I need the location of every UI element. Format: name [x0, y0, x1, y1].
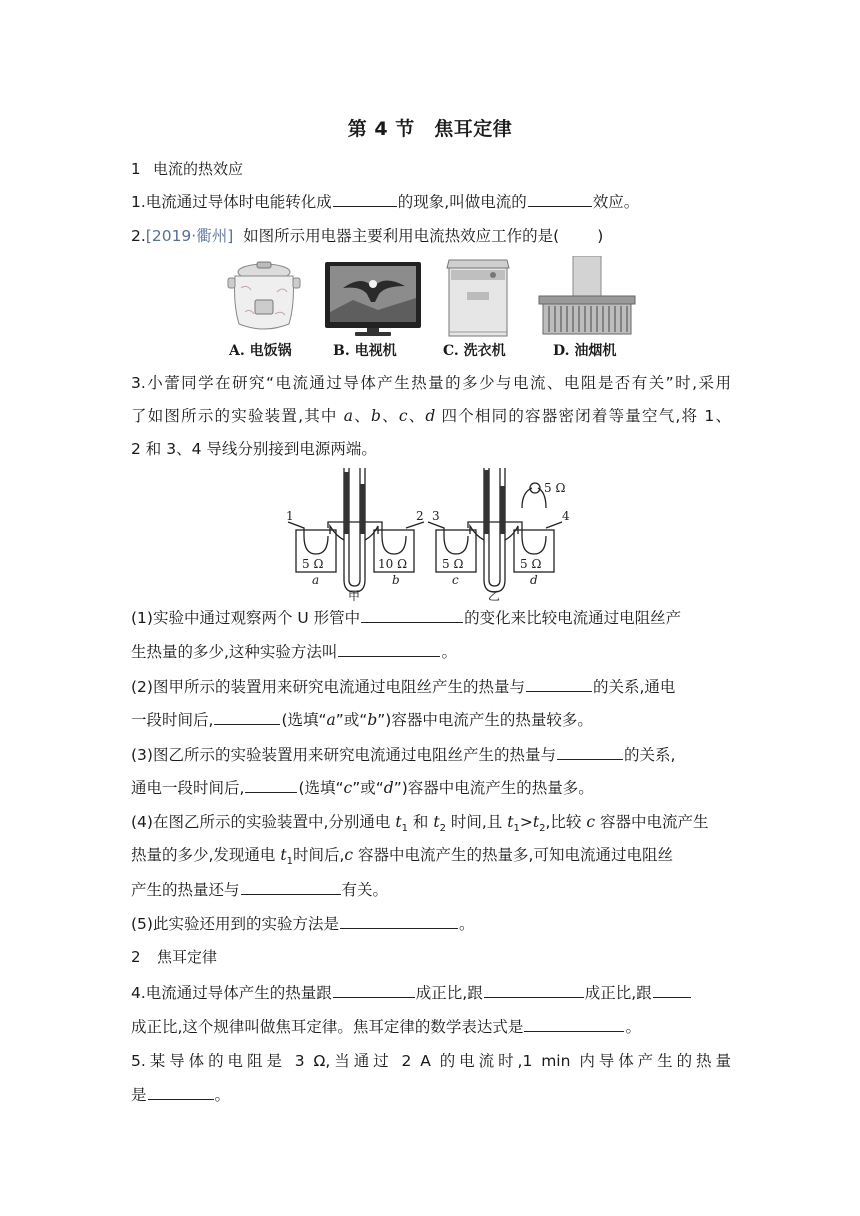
sub2-text: ”或“ [335, 711, 368, 729]
subscript: 1 [286, 856, 293, 868]
var-a: a [343, 407, 354, 425]
group-label: 乙 [488, 589, 501, 603]
question-1 [131, 190, 731, 213]
question-2 [131, 225, 731, 247]
sub1-text: (1)实验中通过观察两个 U 形管中 [131, 609, 361, 627]
q3-text: 四个相同的容器密闭着等量空气,将 1、 [441, 407, 731, 425]
answer-blank[interactable] [338, 640, 440, 657]
sub2-text: (选填“ [281, 711, 327, 729]
terminal-label: 3 [432, 509, 440, 523]
subscript: 2 [439, 823, 446, 835]
q2-close-paren: ) [597, 227, 604, 245]
var-t: t [433, 813, 440, 831]
sub4-text: 容器中电流产生 [599, 813, 709, 831]
sub-question-2-line-1 [131, 675, 731, 698]
sub4-text: 和 [412, 813, 429, 831]
var-t: t [532, 813, 540, 831]
q2-text: 如图所示用电器主要利用电流热效应工作的是( [243, 227, 560, 245]
var-b: b [370, 407, 381, 425]
terminal-label: 4 [562, 509, 570, 523]
var-t: t [507, 813, 514, 831]
sub4-text: > [519, 813, 533, 831]
sub3-text: ”)容器中电流产生的热量多。 [393, 779, 594, 797]
question-5-line-2 [131, 1083, 731, 1106]
sub-question-5 [131, 912, 731, 935]
container-label: c [452, 573, 459, 587]
answer-blank[interactable] [148, 1083, 214, 1100]
q3-text: 了如图所示的实验装置,其中 [131, 407, 338, 425]
sub5-text: (5)此实验还用到的实验方法是 [131, 915, 339, 933]
question-4-line-2 [131, 1015, 731, 1038]
subscript: 1 [513, 823, 520, 835]
terminal-label: 1 [286, 509, 294, 523]
question-3-line-1: 3.小蕾同学在研究“电流通过导体产生热量的多少与电流、电阻是否有关”时,采用 [131, 374, 731, 392]
q2-source: [2019·衢州] [145, 227, 234, 245]
container-label: d [530, 573, 538, 587]
apparatus-diagram [286, 464, 586, 604]
appliance-label-d: D. 油烟机 [553, 343, 617, 359]
sub4-text: (4)在图乙所示的实验装置中,分别通电 [131, 813, 391, 831]
subscript: 1 [401, 823, 408, 835]
external-resistor-label: 5 Ω [544, 481, 566, 495]
sub-question-4-line-2 [131, 844, 731, 873]
terminal-label: 2 [416, 509, 424, 523]
q1-text-c: 效应。 [592, 193, 640, 211]
resistor-label: 5 Ω [302, 557, 324, 571]
sub1-text: 。 [441, 643, 457, 661]
sub4-text: 容器中电流产生的热量多,可知电流通过电阻丝 [358, 846, 673, 864]
subscript: 2 [539, 823, 546, 835]
sub-question-4-line-1 [131, 811, 731, 840]
sub2-text: (2)图甲所示的装置用来研究电流通过电阻丝产生的热量与 [131, 678, 525, 696]
section-number: 1 [131, 160, 141, 178]
section-label: 电流的热效应 [153, 160, 244, 178]
q4-text: 成正比,跟 [584, 984, 652, 1002]
question-3-line-2: 了如图所示的实验装置,其中 a、b、c、d 四个相同的容器密闭着等量空气,将 1、 [131, 407, 731, 425]
sub-question-2-line-2 [131, 708, 731, 731]
appliance-label-c: C. 洗衣机 [443, 343, 506, 359]
rice-cooker-icon [225, 258, 303, 336]
sub3-text: (选填“ [298, 779, 344, 797]
sub3-text: 通电一段时间后, [131, 779, 245, 797]
question-5-line-1: 5.某导体的电阻是 3 Ω,当通过 2 A 的电流时,1 min 内导体产生的热量 [131, 1052, 731, 1070]
container-label: b [392, 573, 400, 587]
sub-question-3-line-1 [131, 743, 731, 766]
q4-text: 成正比,这个规律叫做焦耳定律。焦耳定律的数学表达式是 [131, 1018, 524, 1036]
group-label: 甲 [348, 589, 361, 603]
var-c: c [344, 846, 354, 864]
answer-blank[interactable] [214, 708, 280, 725]
appliance-label-b: B. 电视机 [333, 343, 397, 359]
var-c: c [586, 813, 596, 831]
sub-question-1-line-1 [131, 606, 731, 629]
q2-number: 2. [131, 227, 146, 245]
range-hood-icon [537, 256, 637, 338]
sub4-text: 时间后, [292, 846, 345, 864]
q1-text-a: 1.电流通过导体时电能转化成 [131, 193, 332, 211]
q4-text: 4.电流通过导体产生的热量跟 [131, 984, 332, 1002]
appliance-figure [225, 256, 645, 362]
section-label: 焦耳定律 [157, 948, 218, 966]
sub4-text: 有关。 [341, 881, 389, 899]
sub4-text: ,比较 [545, 813, 582, 831]
sub-question-3-line-2 [131, 776, 731, 799]
answer-blank[interactable] [653, 981, 691, 998]
section-heading-2 [131, 946, 731, 968]
answer-blank[interactable] [526, 675, 592, 692]
appliance-label-a: A. 电饭锅 [229, 343, 292, 359]
answer-blank[interactable] [524, 1015, 624, 1032]
sub4-text: 热量的多少,发现通电 [131, 846, 276, 864]
sub3-text: 的关系, [623, 746, 676, 764]
sub1-text: 生热量的多少,这种实验方法叫 [131, 643, 338, 661]
sub-question-1-line-2 [131, 640, 731, 663]
answer-blank[interactable] [557, 743, 623, 760]
television-icon [323, 260, 423, 338]
sub4-text: 产生的热量还与 [131, 881, 240, 899]
answer-blank[interactable] [484, 981, 584, 998]
answer-blank[interactable] [340, 912, 458, 929]
resistor-label: 10 Ω [378, 557, 408, 571]
answer-blank[interactable] [361, 606, 463, 623]
sub4-text: 时间,且 [450, 813, 503, 831]
section-heading-1 [131, 158, 731, 180]
question-4-line-1 [131, 981, 731, 1004]
var-b: b [367, 711, 378, 729]
answer-blank[interactable] [241, 878, 341, 895]
answer-blank[interactable] [528, 190, 592, 207]
sub-question-4-line-3 [131, 878, 731, 901]
var-d: d [383, 779, 394, 797]
answer-blank[interactable] [245, 776, 297, 793]
var-c: c [398, 407, 408, 425]
question-3-line-3: 2 和 3、4 导线分别接到电源两端。 [131, 440, 377, 458]
sub2-text: ”)容器中电流产生的热量较多。 [377, 711, 593, 729]
answer-blank[interactable] [333, 981, 415, 998]
var-d: d [425, 407, 436, 425]
resistor-label: 5 Ω [520, 557, 542, 571]
var-t: t [280, 846, 287, 864]
sub3-text: (3)图乙所示的实验装置用来研究电流通过电阻丝产生的热量与 [131, 746, 556, 764]
var-t: t [395, 813, 402, 831]
q1-text-b: 的现象,叫做电流的 [397, 193, 527, 211]
washing-machine-icon [443, 256, 513, 338]
q4-text: 成正比,跟 [415, 984, 483, 1002]
sub5-text: 。 [458, 915, 475, 933]
sub3-text: ”或“ [352, 779, 384, 797]
sub1-text: 的变化来比较电流通过电阻丝产 [464, 609, 682, 627]
q4-text: 。 [625, 1018, 641, 1036]
answer-blank[interactable] [333, 190, 397, 207]
resistor-label: 5 Ω [442, 557, 464, 571]
q5-text: 是 [131, 1086, 147, 1104]
sub2-text: 的关系,通电 [592, 678, 676, 696]
container-label: a [312, 573, 320, 587]
sub2-text: 一段时间后, [131, 711, 214, 729]
q5-text: 。 [214, 1086, 231, 1104]
section-number: 2 [131, 948, 141, 966]
var-a: a [326, 711, 336, 729]
var-c: c [343, 779, 353, 797]
page-title: 第 4 节 焦耳定律 [347, 118, 513, 140]
